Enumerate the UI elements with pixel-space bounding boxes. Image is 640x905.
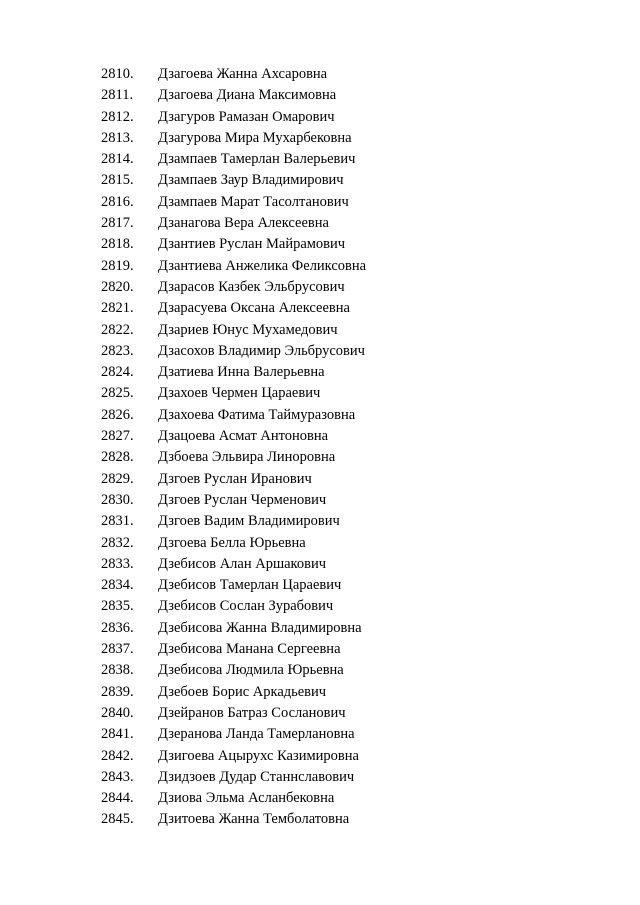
entry-name: Дзахоева Фатима Таймуразовна (158, 406, 356, 423)
entry-number: 2823. (101, 342, 134, 359)
entry-name: Дзбоева Эльвира Линоровна (158, 449, 336, 466)
entry-name: Дзебисов Алан Аршакович (158, 555, 327, 572)
list-item (101, 618, 366, 639)
list-item (101, 192, 366, 213)
entry-number: 2843. (101, 768, 134, 785)
entry-name: Дзагоева Жанна Ахсаровна (158, 66, 328, 82)
entry-number: 2813. (101, 129, 134, 146)
entry-name: Дзгоева Белла Юрьевна (158, 534, 306, 551)
entry-number: 2824. (101, 364, 134, 381)
list-item (101, 64, 366, 85)
entry-name: Дзебисова Людмила Юрьевна (158, 662, 344, 679)
entry-name: Дзарасов Казбек Эльбрусович (158, 278, 345, 295)
list-item (101, 256, 366, 277)
entry-number: 2821. (101, 300, 134, 317)
entry-name: Дзгоев Руслан Черменович (158, 491, 327, 508)
entry-name: Дзацоева Асмат Антоновна (158, 428, 329, 445)
list-item (101, 469, 366, 490)
list-item (101, 149, 366, 170)
list-item (101, 703, 366, 724)
entry-name: Дзгоев Руслан Иранович (158, 470, 312, 487)
entry-name: Дзгоев Вадим Владимирович (158, 513, 340, 530)
list-item (101, 724, 366, 745)
entry-number: 2830. (101, 491, 134, 508)
entry-number: 2811. (101, 87, 134, 104)
entry-name: Дзампаев Марат Тасолтанович (158, 193, 349, 210)
list-item (101, 746, 366, 767)
entry-name: Дзебисов Сослан Зурабович (158, 598, 334, 615)
entry-name: Дзебоев Борис Аркадьевич (158, 683, 327, 700)
entry-number: 2816. (101, 193, 134, 210)
list-item (101, 234, 366, 255)
entry-number: 2814. (101, 151, 134, 168)
entry-name: Дзахоев Чермен Цараевич (158, 385, 321, 402)
entry-number: 2836. (101, 619, 134, 636)
list-item (101, 170, 366, 191)
entry-number: 2810. (101, 66, 134, 82)
entry-number: 2818. (101, 236, 134, 253)
entry-number: 2844. (101, 790, 134, 807)
entry-number: 2826. (101, 406, 134, 423)
entry-number: 2839. (101, 683, 134, 700)
list-item (101, 682, 366, 703)
list-item (101, 320, 366, 341)
entry-name: Дзеранова Ланда Тамерлановна (158, 726, 355, 743)
entry-number: 2819. (101, 257, 134, 274)
entry-number: 2838. (101, 662, 134, 679)
entry-number: 2841. (101, 726, 134, 743)
entry-number: 2829. (101, 470, 134, 487)
list-item (101, 128, 366, 149)
entry-number: 2837. (101, 641, 134, 658)
list-item (101, 660, 366, 681)
entry-number: 2842. (101, 747, 134, 764)
list-item (101, 362, 366, 383)
entry-name: Дзантиев Руслан Майрамович (158, 236, 346, 253)
entry-number: 2833. (101, 555, 134, 572)
entry-number: 2840. (101, 704, 134, 721)
entry-name: Дзариев Юнус Мухамедович (158, 321, 338, 338)
list-item (101, 426, 366, 447)
entry-name: Дзебисов Тамерлан Цараевич (158, 577, 342, 594)
list-item (101, 533, 366, 554)
entry-number: 2834. (101, 577, 134, 594)
entry-name: Дзасохов Владимир Эльбрусович (158, 342, 365, 359)
entry-number: 2822. (101, 321, 134, 338)
entry-number: 2825. (101, 385, 134, 402)
entry-name: Дзанагова Вера Алексеевна (158, 215, 329, 232)
entry-number: 2827. (101, 428, 134, 445)
list-item (101, 809, 366, 830)
entry-name: Дзагуров Рамазан Омарович (158, 108, 335, 125)
list-item (101, 596, 366, 617)
list-item (101, 767, 366, 788)
entry-name: Дзиова Эльма Асланбековна (158, 790, 335, 807)
entry-name: Дзейранов Батраз Сосланович (158, 704, 346, 721)
list-item (101, 490, 366, 511)
entry-number: 2828. (101, 449, 134, 466)
entry-name: Дзитоева Жанна Темболатовна (158, 811, 350, 828)
list-item (101, 511, 366, 532)
entry-number: 2812. (101, 108, 134, 125)
entry-name: Дзагурова Мира Мухарбековна (158, 129, 352, 146)
entry-number: 2845. (101, 811, 134, 828)
list-item (101, 575, 366, 596)
list-item (101, 405, 366, 426)
entry-name: Дзагоева Диана Максимовна (158, 87, 337, 104)
list-item (101, 341, 366, 362)
entry-name: Дзампаев Заур Владимирович (158, 172, 344, 189)
list-item (101, 85, 366, 106)
entry-name: Дзидзоев Дудар Станнславович (158, 768, 355, 785)
entry-name: Дзебисова Жанна Владимировна (158, 619, 362, 636)
entry-name: Дзатиева Инна Валерьевна (158, 364, 325, 381)
entry-name: Дзебисова Манана Сергеевна (158, 641, 341, 658)
entry-name: Дзантиева Анжелика Феликсовна (158, 257, 367, 274)
list-item (101, 447, 366, 468)
entry-name: Дзарасуева Оксана Алексеевна (158, 300, 350, 317)
list-item (101, 213, 366, 234)
entry-number: 2820. (101, 278, 134, 295)
entry-number: 2835. (101, 598, 134, 615)
list-item (101, 383, 366, 404)
entry-number: 2817. (101, 215, 134, 232)
list-item (101, 298, 366, 319)
list-item (101, 277, 366, 298)
entry-number: 2815. (101, 172, 134, 189)
entry-number: 2832. (101, 534, 134, 551)
list-item (101, 554, 366, 575)
entry-number: 2831. (101, 513, 134, 530)
entry-name: Дзампаев Тамерлан Валерьевич (158, 151, 356, 168)
list-item (101, 107, 366, 128)
list-item (101, 788, 366, 809)
list-item (101, 639, 366, 660)
entry-name: Дзигоева Ацырухс Казимировна (158, 747, 359, 764)
name-list (101, 64, 366, 831)
